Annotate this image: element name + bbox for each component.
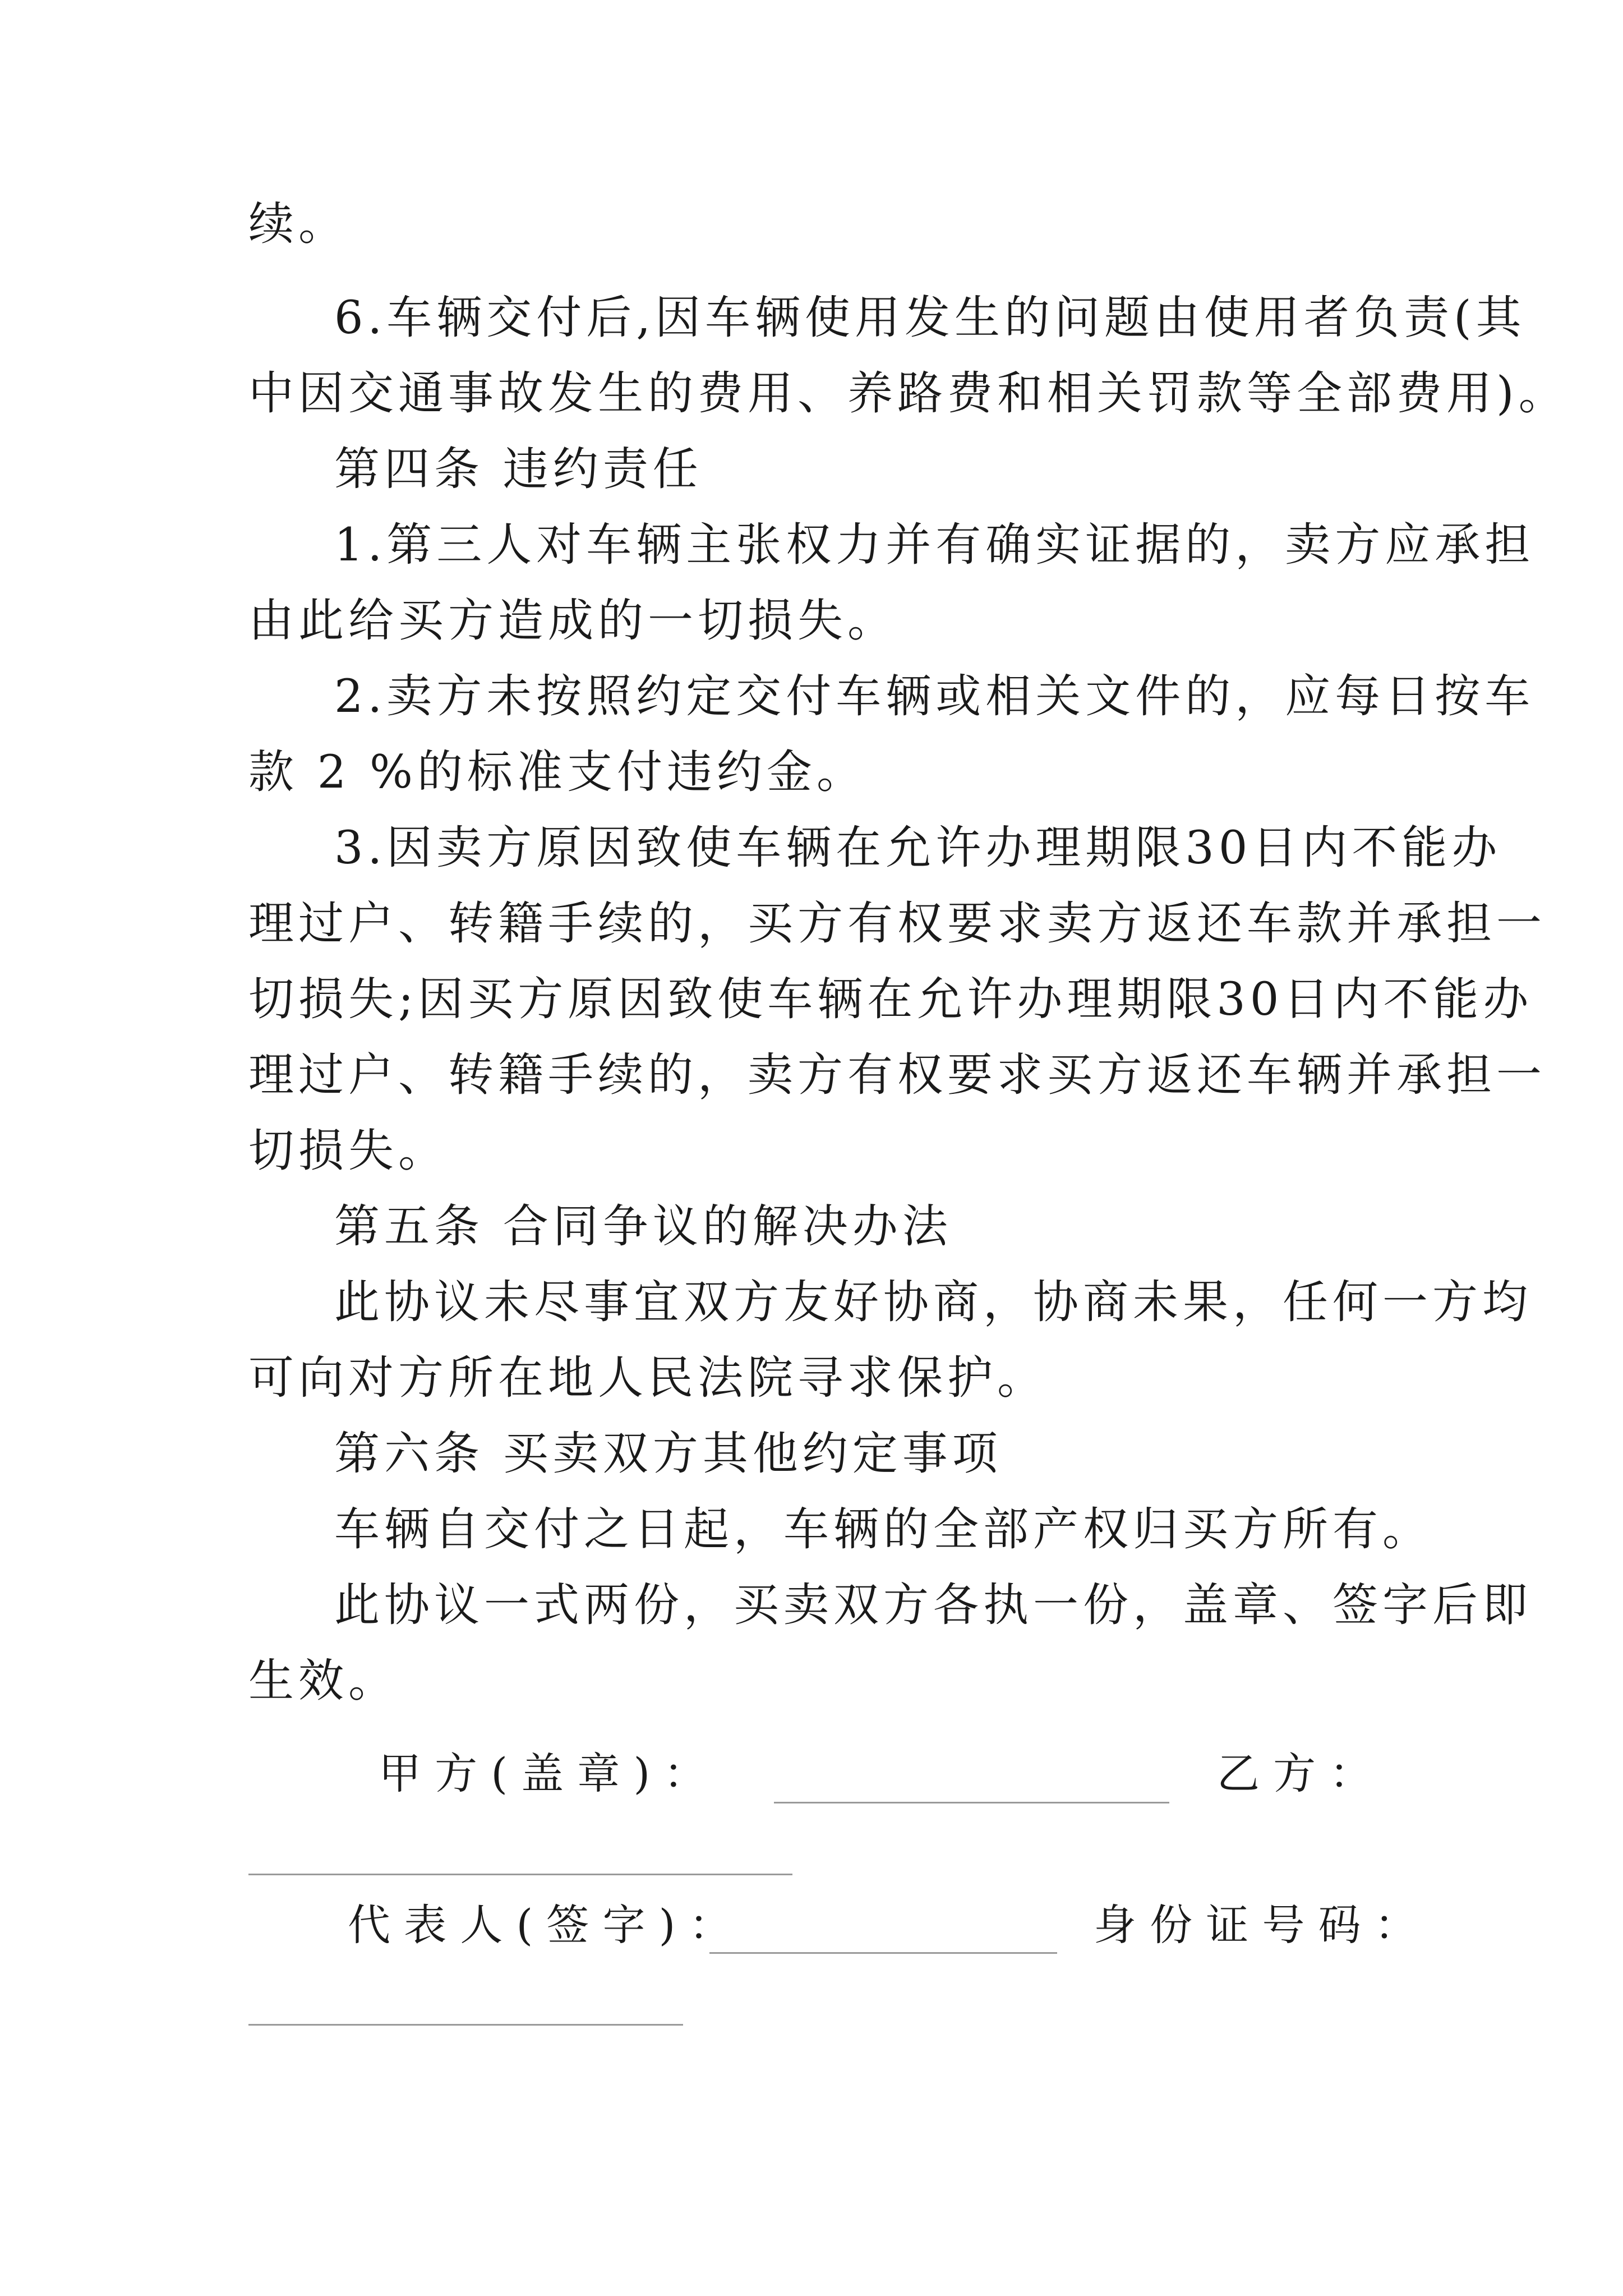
party-b-blank [248,1874,792,1875]
representative-signature-blank [709,1952,1057,1954]
paragraph-line: 6.车辆交付后,因车辆使用发生的问题由使用者负责(其 [334,292,1526,344]
section-heading: 第五条 合同争议的解决办法 [334,1200,952,1253]
paragraph-line: 理过户、转籍手续的，买方有权要求卖方返还车款并承担一 [248,898,1547,950]
representative-signature-label: 代 表 人 ( 签 字 ) ： [348,1900,732,1950]
paragraph-line: 3.因卖方原因致使车辆在允许办理期限30日内不能办 [334,822,1502,875]
paragraph-line: 此协议一式两份，买卖双方各执一份，盖章、签字后即 [334,1579,1533,1632]
section-heading: 第六条 买卖双方其他约定事项 [334,1428,1002,1480]
paragraph-line: 切损失。 [248,1125,449,1177]
party-a-seal-label: 甲 方 ( 盖 章 ) ： [379,1749,707,1798]
paragraph-line: 此协议未尽事宜双方友好协商，协商未果，任何一方均 [334,1276,1533,1329]
paragraph-line: 续。 [248,198,349,251]
section-heading: 第四条 违约责任 [334,443,703,496]
id-number-blank [248,2024,683,2026]
party-a-seal-blank [774,1802,1169,1803]
paragraph-line: 车辆自交付之日起，车辆的全部产权归买方所有。 [334,1503,1433,1556]
party-b-label: 乙 方 ： [1217,1749,1372,1798]
paragraph-line: 切损失;因买方原因致使车辆在允许办理期限30日内不能办 [248,973,1533,1026]
paragraph-line: 由此给买方造成的一切损失。 [248,595,898,647]
paragraph-line: 可向对方所在地人民法院寻求保护。 [248,1352,1048,1405]
paragraph-line: 款 2 %的标准支付违约金。 [248,746,866,799]
id-number-label: 身 份 证 号 码 ： [1094,1900,1417,1950]
paragraph-line: 1.第三人对车辆主张权力并有确实证据的，卖方应承担 [334,519,1535,572]
paragraph-line: 中因交通事故发生的费用、养路费和相关罚款等全部费用)。 [248,367,1569,420]
paragraph-line: 生效。 [248,1655,399,1708]
paragraph-line: 2.卖方未按照约定交付车辆或相关文件的，应每日按车 [334,670,1535,723]
paragraph-line: 理过户、转籍手续的，卖方有权要求买方返还车辆并承担一 [248,1049,1547,1102]
